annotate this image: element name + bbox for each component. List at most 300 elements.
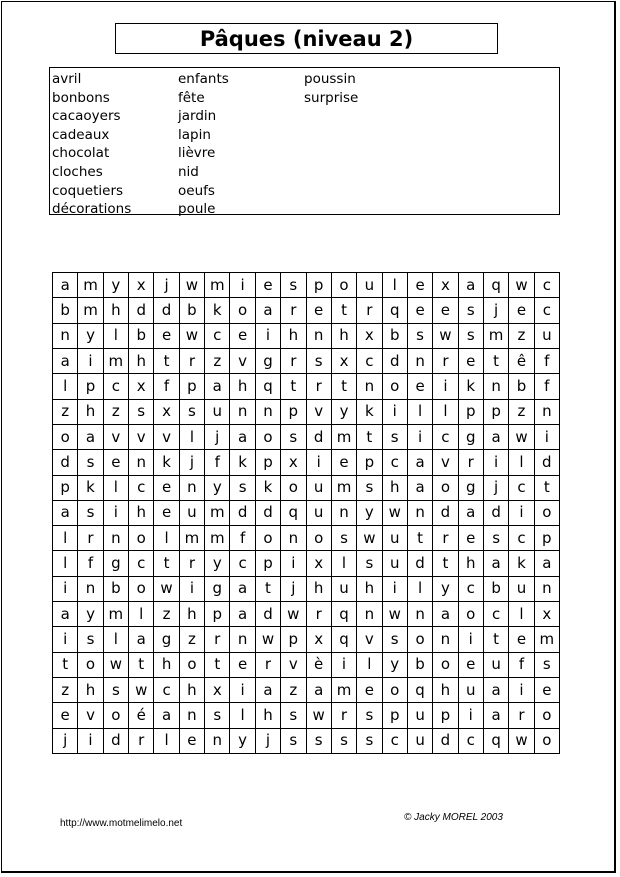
- grid-cell[interactable]: n: [53, 324, 78, 349]
- grid-cell[interactable]: v: [78, 703, 103, 728]
- grid-cell[interactable]: k: [509, 551, 534, 576]
- grid-cell[interactable]: i: [332, 653, 357, 678]
- grid-cell[interactable]: s: [205, 703, 230, 728]
- grid-cell[interactable]: m: [78, 273, 103, 298]
- grid-cell[interactable]: o: [180, 653, 205, 678]
- grid-cell[interactable]: j: [180, 450, 205, 475]
- grid-cell[interactable]: r: [307, 374, 332, 399]
- grid-cell[interactable]: y: [230, 729, 255, 754]
- grid-cell[interactable]: u: [459, 678, 484, 703]
- grid-cell[interactable]: y: [205, 476, 230, 501]
- grid-cell[interactable]: m: [535, 627, 560, 652]
- grid-cell[interactable]: e: [230, 324, 255, 349]
- grid-cell[interactable]: a: [256, 298, 281, 323]
- grid-cell[interactable]: i: [230, 678, 255, 703]
- grid-cell[interactable]: x: [332, 349, 357, 374]
- grid-cell[interactable]: s: [383, 627, 408, 652]
- grid-cell[interactable]: h: [180, 602, 205, 627]
- grid-cell[interactable]: l: [53, 551, 78, 576]
- grid-cell[interactable]: p: [459, 400, 484, 425]
- grid-cell[interactable]: i: [459, 703, 484, 728]
- grid-cell[interactable]: z: [53, 678, 78, 703]
- grid-cell[interactable]: x: [129, 273, 154, 298]
- grid-cell[interactable]: n: [484, 374, 509, 399]
- grid-cell[interactable]: h: [459, 551, 484, 576]
- grid-cell[interactable]: n: [433, 627, 458, 652]
- grid-cell[interactable]: i: [433, 374, 458, 399]
- grid-cell[interactable]: o: [307, 526, 332, 551]
- grid-cell[interactable]: i: [256, 324, 281, 349]
- grid-cell[interactable]: o: [383, 374, 408, 399]
- grid-cell[interactable]: a: [230, 602, 255, 627]
- grid-cell[interactable]: d: [535, 450, 560, 475]
- grid-cell[interactable]: r: [357, 298, 382, 323]
- grid-cell[interactable]: k: [459, 374, 484, 399]
- grid-cell[interactable]: d: [433, 501, 458, 526]
- grid-cell[interactable]: m: [332, 476, 357, 501]
- grid-cell[interactable]: o: [535, 729, 560, 754]
- grid-cell[interactable]: d: [230, 501, 255, 526]
- grid-cell[interactable]: n: [307, 324, 332, 349]
- grid-cell[interactable]: i: [180, 577, 205, 602]
- grid-cell[interactable]: n: [104, 526, 129, 551]
- grid-cell[interactable]: r: [281, 349, 306, 374]
- grid-cell[interactable]: p: [433, 703, 458, 728]
- grid-cell[interactable]: e: [408, 374, 433, 399]
- grid-cell[interactable]: o: [535, 501, 560, 526]
- grid-cell[interactable]: a: [484, 425, 509, 450]
- grid-cell[interactable]: x: [281, 450, 306, 475]
- grid-cell[interactable]: u: [509, 577, 534, 602]
- grid-cell[interactable]: z: [53, 400, 78, 425]
- grid-cell[interactable]: k: [357, 400, 382, 425]
- grid-cell[interactable]: t: [205, 653, 230, 678]
- grid-cell[interactable]: l: [53, 374, 78, 399]
- grid-cell[interactable]: s: [129, 400, 154, 425]
- grid-cell[interactable]: c: [459, 729, 484, 754]
- grid-cell[interactable]: h: [307, 577, 332, 602]
- grid-cell[interactable]: o: [53, 425, 78, 450]
- grid-cell[interactable]: g: [154, 627, 179, 652]
- grid-cell[interactable]: s: [281, 729, 306, 754]
- grid-cell[interactable]: c: [484, 602, 509, 627]
- grid-cell[interactable]: s: [307, 729, 332, 754]
- grid-cell[interactable]: o: [256, 526, 281, 551]
- grid-cell[interactable]: n: [78, 577, 103, 602]
- grid-cell[interactable]: c: [535, 298, 560, 323]
- grid-cell[interactable]: i: [383, 577, 408, 602]
- grid-cell[interactable]: u: [205, 400, 230, 425]
- grid-cell[interactable]: j: [484, 476, 509, 501]
- grid-cell[interactable]: w: [383, 501, 408, 526]
- grid-cell[interactable]: c: [129, 551, 154, 576]
- grid-cell[interactable]: t: [484, 627, 509, 652]
- grid-cell[interactable]: a: [307, 678, 332, 703]
- grid-cell[interactable]: x: [154, 400, 179, 425]
- grid-cell[interactable]: t: [129, 653, 154, 678]
- grid-cell[interactable]: z: [281, 678, 306, 703]
- grid-cell[interactable]: f: [154, 374, 179, 399]
- grid-cell[interactable]: n: [535, 577, 560, 602]
- grid-cell[interactable]: g: [459, 425, 484, 450]
- grid-cell[interactable]: j: [205, 425, 230, 450]
- grid-cell[interactable]: s: [408, 324, 433, 349]
- grid-cell[interactable]: k: [205, 298, 230, 323]
- grid-cell[interactable]: l: [408, 400, 433, 425]
- grid-cell[interactable]: s: [78, 627, 103, 652]
- grid-cell[interactable]: l: [104, 324, 129, 349]
- grid-cell[interactable]: k: [230, 450, 255, 475]
- grid-cell[interactable]: q: [484, 729, 509, 754]
- grid-cell[interactable]: r: [180, 349, 205, 374]
- grid-cell[interactable]: y: [78, 602, 103, 627]
- grid-cell[interactable]: h: [78, 400, 103, 425]
- grid-cell[interactable]: r: [281, 298, 306, 323]
- grid-cell[interactable]: i: [383, 400, 408, 425]
- grid-cell[interactable]: e: [509, 298, 534, 323]
- grid-cell[interactable]: i: [535, 425, 560, 450]
- grid-cell[interactable]: a: [408, 476, 433, 501]
- grid-cell[interactable]: s: [230, 476, 255, 501]
- grid-cell[interactable]: d: [53, 450, 78, 475]
- grid-cell[interactable]: s: [357, 729, 382, 754]
- grid-cell[interactable]: r: [180, 551, 205, 576]
- grid-cell[interactable]: m: [205, 526, 230, 551]
- grid-cell[interactable]: q: [484, 273, 509, 298]
- grid-cell[interactable]: e: [180, 729, 205, 754]
- grid-cell[interactable]: t: [154, 551, 179, 576]
- grid-cell[interactable]: y: [332, 400, 357, 425]
- grid-cell[interactable]: b: [129, 324, 154, 349]
- grid-cell[interactable]: e: [230, 653, 255, 678]
- grid-cell[interactable]: a: [154, 703, 179, 728]
- grid-cell[interactable]: g: [256, 349, 281, 374]
- grid-cell[interactable]: r: [509, 703, 534, 728]
- grid-cell[interactable]: w: [433, 324, 458, 349]
- grid-cell[interactable]: l: [357, 653, 382, 678]
- grid-cell[interactable]: t: [332, 298, 357, 323]
- grid-cell[interactable]: z: [154, 602, 179, 627]
- grid-cell[interactable]: d: [484, 501, 509, 526]
- grid-cell[interactable]: e: [256, 273, 281, 298]
- grid-cell[interactable]: s: [357, 703, 382, 728]
- grid-cell[interactable]: b: [408, 653, 433, 678]
- grid-cell[interactable]: m: [484, 324, 509, 349]
- grid-cell[interactable]: q: [281, 501, 306, 526]
- grid-cell[interactable]: r: [433, 526, 458, 551]
- grid-cell[interactable]: v: [230, 349, 255, 374]
- grid-cell[interactable]: u: [535, 324, 560, 349]
- grid-cell[interactable]: n: [408, 349, 433, 374]
- grid-cell[interactable]: o: [129, 577, 154, 602]
- grid-cell[interactable]: n: [129, 450, 154, 475]
- grid-cell[interactable]: h: [104, 298, 129, 323]
- grid-cell[interactable]: h: [78, 678, 103, 703]
- grid-cell[interactable]: v: [307, 400, 332, 425]
- grid-cell[interactable]: n: [332, 501, 357, 526]
- grid-cell[interactable]: a: [53, 602, 78, 627]
- grid-cell[interactable]: a: [408, 450, 433, 475]
- grid-cell[interactable]: d: [104, 729, 129, 754]
- grid-cell[interactable]: c: [230, 551, 255, 576]
- grid-cell[interactable]: z: [104, 400, 129, 425]
- grid-cell[interactable]: c: [383, 450, 408, 475]
- grid-cell[interactable]: t: [53, 653, 78, 678]
- grid-cell[interactable]: n: [357, 374, 382, 399]
- grid-cell[interactable]: u: [408, 703, 433, 728]
- grid-cell[interactable]: h: [129, 501, 154, 526]
- grid-cell[interactable]: b: [104, 577, 129, 602]
- grid-cell[interactable]: o: [383, 678, 408, 703]
- grid-cell[interactable]: b: [53, 298, 78, 323]
- grid-cell[interactable]: g: [104, 551, 129, 576]
- grid-cell[interactable]: b: [383, 324, 408, 349]
- grid-cell[interactable]: c: [154, 678, 179, 703]
- grid-cell[interactable]: l: [408, 577, 433, 602]
- grid-cell[interactable]: a: [459, 501, 484, 526]
- grid-cell[interactable]: i: [78, 349, 103, 374]
- grid-cell[interactable]: a: [230, 577, 255, 602]
- grid-cell[interactable]: k: [154, 450, 179, 475]
- grid-cell[interactable]: h: [154, 653, 179, 678]
- grid-cell[interactable]: d: [256, 501, 281, 526]
- grid-cell[interactable]: e: [332, 450, 357, 475]
- grid-cell[interactable]: n: [408, 602, 433, 627]
- grid-cell[interactable]: t: [433, 551, 458, 576]
- grid-cell[interactable]: u: [383, 551, 408, 576]
- grid-cell[interactable]: i: [281, 551, 306, 576]
- grid-cell[interactable]: u: [307, 501, 332, 526]
- grid-cell[interactable]: y: [104, 273, 129, 298]
- grid-cell[interactable]: f: [230, 526, 255, 551]
- grid-cell[interactable]: s: [357, 476, 382, 501]
- grid-cell[interactable]: o: [332, 273, 357, 298]
- grid-cell[interactable]: t: [535, 476, 560, 501]
- grid-cell[interactable]: w: [256, 627, 281, 652]
- grid-cell[interactable]: i: [104, 501, 129, 526]
- grid-cell[interactable]: l: [433, 400, 458, 425]
- grid-cell[interactable]: o: [408, 627, 433, 652]
- grid-cell[interactable]: a: [484, 678, 509, 703]
- grid-cell[interactable]: i: [509, 501, 534, 526]
- grid-cell[interactable]: a: [53, 349, 78, 374]
- grid-cell[interactable]: w: [281, 602, 306, 627]
- grid-cell[interactable]: c: [205, 324, 230, 349]
- grid-cell[interactable]: q: [383, 298, 408, 323]
- grid-cell[interactable]: d: [129, 298, 154, 323]
- grid-cell[interactable]: c: [509, 526, 534, 551]
- grid-cell[interactable]: m: [104, 602, 129, 627]
- grid-cell[interactable]: c: [104, 374, 129, 399]
- grid-cell[interactable]: c: [535, 273, 560, 298]
- grid-cell[interactable]: r: [332, 703, 357, 728]
- grid-cell[interactable]: t: [484, 349, 509, 374]
- grid-cell[interactable]: y: [433, 577, 458, 602]
- grid-cell[interactable]: j: [154, 273, 179, 298]
- grid-cell[interactable]: d: [408, 551, 433, 576]
- grid-cell[interactable]: q: [408, 678, 433, 703]
- grid-cell[interactable]: r: [307, 602, 332, 627]
- grid-cell[interactable]: t: [281, 374, 306, 399]
- grid-cell[interactable]: w: [129, 678, 154, 703]
- grid-cell[interactable]: e: [154, 501, 179, 526]
- grid-cell[interactable]: m: [205, 501, 230, 526]
- grid-cell[interactable]: p: [535, 526, 560, 551]
- grid-cell[interactable]: s: [459, 298, 484, 323]
- grid-cell[interactable]: v: [357, 627, 382, 652]
- grid-cell[interactable]: x: [535, 602, 560, 627]
- grid-cell[interactable]: w: [154, 577, 179, 602]
- grid-cell[interactable]: l: [129, 602, 154, 627]
- grid-cell[interactable]: a: [53, 273, 78, 298]
- grid-cell[interactable]: h: [281, 324, 306, 349]
- grid-cell[interactable]: m: [332, 425, 357, 450]
- grid-cell[interactable]: p: [484, 400, 509, 425]
- grid-cell[interactable]: f: [78, 551, 103, 576]
- grid-cell[interactable]: l: [180, 425, 205, 450]
- grid-cell[interactable]: i: [408, 425, 433, 450]
- grid-cell[interactable]: i: [78, 729, 103, 754]
- grid-cell[interactable]: c: [433, 425, 458, 450]
- grid-cell[interactable]: v: [104, 425, 129, 450]
- grid-cell[interactable]: m: [78, 298, 103, 323]
- grid-cell[interactable]: e: [53, 703, 78, 728]
- grid-cell[interactable]: w: [509, 729, 534, 754]
- grid-cell[interactable]: v: [154, 425, 179, 450]
- grid-cell[interactable]: t: [408, 526, 433, 551]
- grid-cell[interactable]: o: [104, 703, 129, 728]
- grid-cell[interactable]: z: [205, 349, 230, 374]
- grid-cell[interactable]: u: [484, 653, 509, 678]
- grid-cell[interactable]: c: [459, 577, 484, 602]
- grid-cell[interactable]: h: [129, 349, 154, 374]
- grid-cell[interactable]: a: [129, 627, 154, 652]
- grid-cell[interactable]: s: [307, 349, 332, 374]
- grid-cell[interactable]: s: [332, 526, 357, 551]
- grid-cell[interactable]: k: [256, 476, 281, 501]
- grid-cell[interactable]: l: [53, 526, 78, 551]
- grid-cell[interactable]: o: [230, 298, 255, 323]
- grid-cell[interactable]: j: [281, 577, 306, 602]
- grid-cell[interactable]: i: [459, 627, 484, 652]
- grid-cell[interactable]: n: [408, 501, 433, 526]
- grid-cell[interactable]: b: [509, 374, 534, 399]
- grid-cell[interactable]: b: [484, 577, 509, 602]
- grid-cell[interactable]: o: [129, 526, 154, 551]
- grid-cell[interactable]: h: [256, 703, 281, 728]
- grid-cell[interactable]: f: [535, 349, 560, 374]
- grid-cell[interactable]: y: [357, 501, 382, 526]
- grid-cell[interactable]: s: [357, 551, 382, 576]
- grid-cell[interactable]: l: [509, 602, 534, 627]
- grid-cell[interactable]: r: [78, 526, 103, 551]
- grid-cell[interactable]: r: [129, 729, 154, 754]
- grid-cell[interactable]: e: [104, 450, 129, 475]
- grid-cell[interactable]: r: [459, 450, 484, 475]
- grid-cell[interactable]: g: [205, 577, 230, 602]
- grid-cell[interactable]: a: [433, 602, 458, 627]
- grid-cell[interactable]: p: [383, 703, 408, 728]
- grid-cell[interactable]: t: [357, 425, 382, 450]
- grid-cell[interactable]: e: [459, 349, 484, 374]
- grid-cell[interactable]: p: [307, 273, 332, 298]
- grid-cell[interactable]: o: [535, 703, 560, 728]
- grid-cell[interactable]: j: [53, 729, 78, 754]
- grid-cell[interactable]: o: [78, 653, 103, 678]
- grid-cell[interactable]: e: [433, 298, 458, 323]
- grid-cell[interactable]: u: [383, 526, 408, 551]
- grid-cell[interactable]: p: [281, 400, 306, 425]
- grid-cell[interactable]: a: [535, 551, 560, 576]
- grid-cell[interactable]: z: [180, 627, 205, 652]
- grid-cell[interactable]: e: [535, 678, 560, 703]
- grid-cell[interactable]: y: [78, 324, 103, 349]
- grid-cell[interactable]: n: [256, 400, 281, 425]
- grid-cell[interactable]: i: [509, 678, 534, 703]
- grid-cell[interactable]: w: [509, 273, 534, 298]
- grid-cell[interactable]: o: [281, 476, 306, 501]
- grid-cell[interactable]: l: [104, 476, 129, 501]
- grid-cell[interactable]: s: [78, 450, 103, 475]
- grid-cell[interactable]: e: [459, 526, 484, 551]
- grid-cell[interactable]: e: [408, 298, 433, 323]
- grid-cell[interactable]: s: [281, 703, 306, 728]
- grid-cell[interactable]: d: [256, 602, 281, 627]
- grid-cell[interactable]: a: [459, 273, 484, 298]
- grid-cell[interactable]: h: [357, 577, 382, 602]
- grid-cell[interactable]: z: [509, 324, 534, 349]
- grid-cell[interactable]: f: [205, 450, 230, 475]
- grid-cell[interactable]: w: [180, 273, 205, 298]
- grid-cell[interactable]: o: [459, 602, 484, 627]
- grid-cell[interactable]: q: [332, 602, 357, 627]
- grid-cell[interactable]: e: [307, 298, 332, 323]
- grid-cell[interactable]: c: [129, 476, 154, 501]
- grid-cell[interactable]: l: [509, 450, 534, 475]
- grid-cell[interactable]: p: [256, 551, 281, 576]
- grid-cell[interactable]: a: [230, 425, 255, 450]
- grid-cell[interactable]: m: [332, 678, 357, 703]
- grid-cell[interactable]: o: [256, 425, 281, 450]
- grid-cell[interactable]: d: [154, 298, 179, 323]
- grid-cell[interactable]: è: [307, 653, 332, 678]
- grid-cell[interactable]: ê: [509, 349, 534, 374]
- grid-cell[interactable]: h: [332, 324, 357, 349]
- grid-cell[interactable]: e: [154, 476, 179, 501]
- grid-cell[interactable]: i: [307, 450, 332, 475]
- grid-cell[interactable]: v: [433, 450, 458, 475]
- grid-cell[interactable]: t: [256, 577, 281, 602]
- grid-cell[interactable]: e: [357, 678, 382, 703]
- grid-cell[interactable]: s: [281, 425, 306, 450]
- grid-cell[interactable]: m: [205, 273, 230, 298]
- grid-cell[interactable]: m: [104, 349, 129, 374]
- grid-cell[interactable]: x: [129, 374, 154, 399]
- grid-cell[interactable]: x: [357, 324, 382, 349]
- grid-cell[interactable]: j: [256, 729, 281, 754]
- grid-cell[interactable]: e: [154, 324, 179, 349]
- grid-cell[interactable]: p: [180, 374, 205, 399]
- grid-cell[interactable]: t: [332, 374, 357, 399]
- grid-cell[interactable]: t: [154, 349, 179, 374]
- grid-cell[interactable]: é: [129, 703, 154, 728]
- grid-cell[interactable]: n: [230, 627, 255, 652]
- grid-cell[interactable]: a: [484, 703, 509, 728]
- grid-cell[interactable]: l: [154, 526, 179, 551]
- grid-cell[interactable]: s: [535, 653, 560, 678]
- grid-cell[interactable]: x: [433, 273, 458, 298]
- footer-url[interactable]: http://www.motmelimelo.net: [60, 818, 183, 829]
